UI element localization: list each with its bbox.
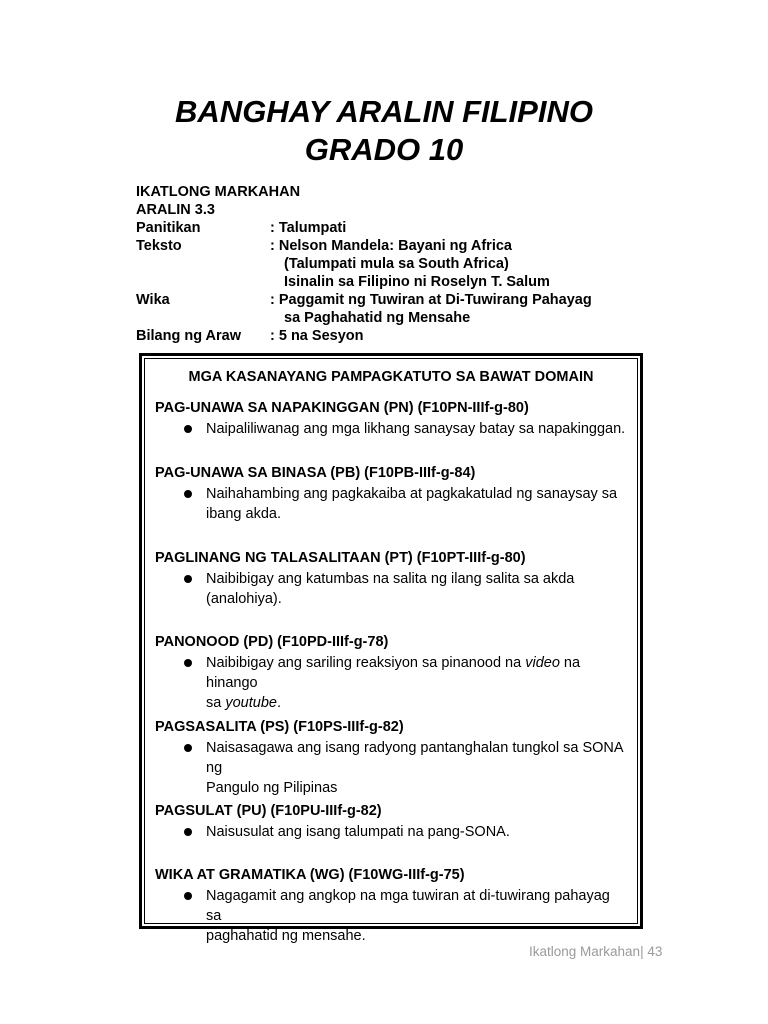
domain-item: Naisasagawa ang isang radyong pantanghalan tungkol sa SONA ng Pangulo ng Pilipinas	[155, 738, 627, 798]
domain-item: Naibibigay ang katumbas na salita ng ilang salita sa akda (analohiya).	[155, 569, 627, 609]
quarter-label: IKATLONG MARKAHAN	[136, 184, 301, 200]
domain-title: PAG-UNAWA SA BINASA (PB) (F10PB-IIIf-g-84)	[155, 465, 476, 481]
bullet-icon	[184, 490, 192, 498]
domain-pb	[155, 463, 627, 524]
meta-label: Teksto	[136, 238, 182, 254]
document-title: BANGHAY ARALIN FILIPINO	[175, 94, 593, 129]
document-subtitle-grade: GRADO 10	[304, 132, 464, 167]
footer-label: Ikatlong Markahan	[529, 944, 641, 959]
domain-pn	[155, 398, 627, 439]
meta-value: : Talumpati	[270, 220, 347, 236]
domain-item: Naipaliliwanag ang mga likhang sanaysay batay sa napakinggan.	[155, 419, 627, 439]
meta-label: Panitikan	[136, 220, 201, 236]
domain-title: PAG-UNAWA SA NAPAKINGGAN (PN) (F10PN-IIIf-g-80)	[155, 400, 529, 416]
domain-title: PAGLINANG NG TALASALITAAN (PT) (F10PT-IIIf-g-80)	[155, 550, 526, 566]
bullet-icon	[184, 575, 192, 583]
page-number: 43	[647, 944, 663, 959]
page-footer	[529, 944, 662, 959]
domain-title: WIKA AT GRAMATIKA (WG) (F10WG-IIIf-g-75)	[155, 867, 465, 883]
meta-label: Wika	[136, 292, 170, 308]
bullet-icon	[184, 659, 192, 667]
bullet-icon	[184, 744, 192, 752]
domain-title: PAGSASALITA (PS) (F10PS-IIIf-g-82)	[155, 719, 404, 735]
bullet-icon	[184, 892, 192, 900]
domain-pu	[155, 801, 627, 842]
meta-value: : 5 na Sesyon	[270, 328, 364, 344]
meta-row-panitikan	[136, 219, 592, 237]
bullet-icon	[184, 425, 192, 433]
meta-row-teksto	[136, 237, 592, 291]
domain-item: Naihahambing ang pagkakaiba at pagkakatulad ng sanaysay sa ibang akda.	[155, 484, 627, 524]
competencies-box-inner-border	[144, 358, 638, 944]
domain-title: PANONOOD (PD) (F10PD-IIIf-g-78)	[155, 634, 389, 650]
meta-row-wika	[136, 291, 592, 327]
meta-value: : Nelson Mandela: Bayani ng Africa (Talumpati mula sa South Africa) Isinalin sa Filipino ni Roselyn T. Salum	[270, 238, 550, 290]
domain-item: Naibibigay ang sariling reaksiyon sa pinanood na video na hinango sa youtube.	[155, 653, 627, 713]
lesson-label: ARALIN 3.3	[136, 202, 215, 218]
domain-pd	[155, 632, 627, 713]
meta-value: : Paggamit ng Tuwiran at Di-Tuwirang Pahayag sa Paghahatid ng Mensahe	[270, 292, 592, 326]
domain-item: Naisusulat ang isang talumpati na pang-SONA.	[155, 822, 627, 842]
bullet-icon	[184, 828, 192, 836]
meta-row-bilang-ng-araw	[136, 327, 592, 345]
domain-wg	[155, 865, 627, 946]
domain-pt	[155, 548, 627, 609]
competencies-heading: MGA KASANAYANG PAMPAGKATUTO SA BAWAT DOMAIN	[188, 369, 594, 385]
domain-title: PAGSULAT (PU) (F10PU-IIIf-g-82)	[155, 803, 382, 819]
lesson-metadata	[136, 183, 592, 345]
meta-label: Bilang ng Araw	[136, 328, 241, 344]
domain-ps	[155, 717, 627, 798]
domain-item: Nagagamit ang angkop na mga tuwiran at di-tuwirang pahayag sa paghahatid ng mensahe.	[155, 886, 627, 946]
competencies-box	[139, 353, 643, 944]
footer-separator: |	[640, 944, 648, 959]
